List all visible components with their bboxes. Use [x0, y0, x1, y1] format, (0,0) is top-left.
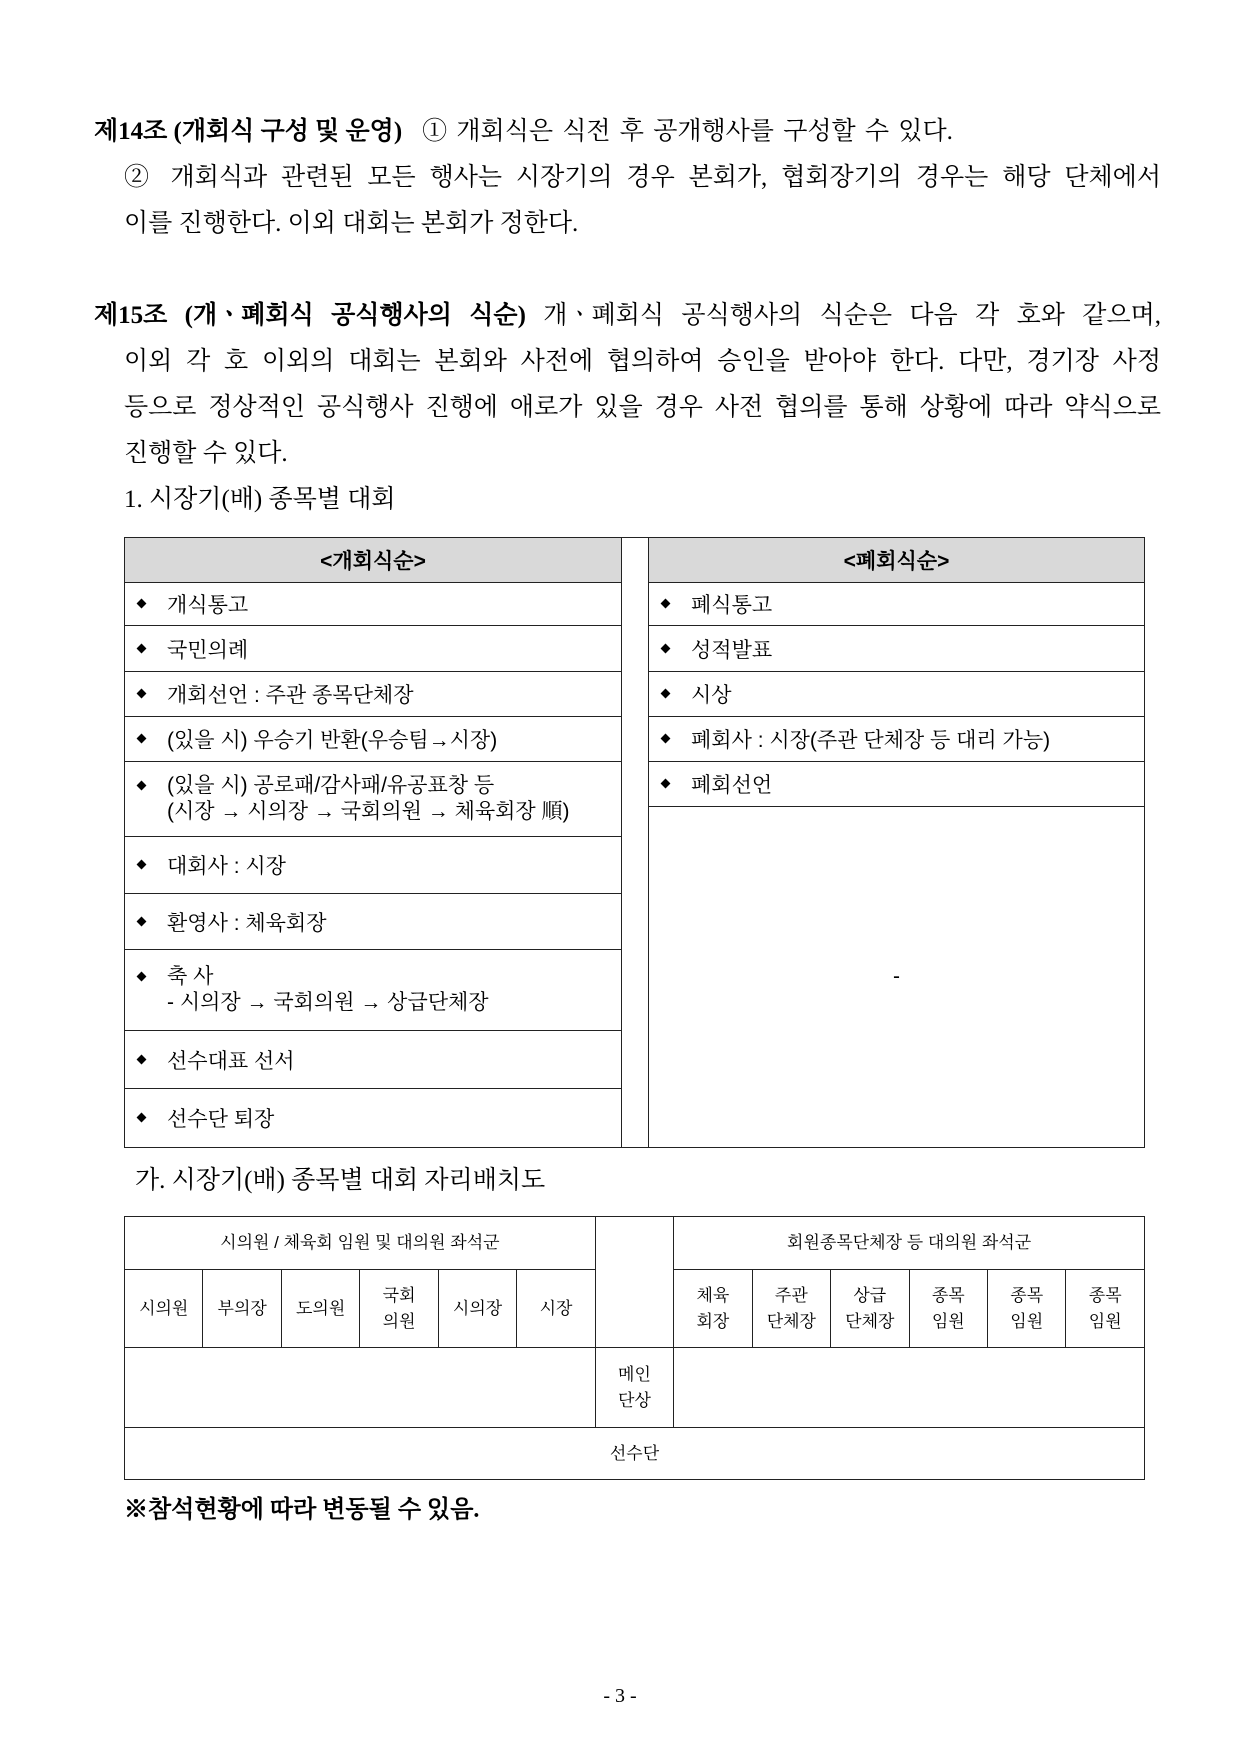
- article-14-title: 제14조 (개회식 구성 및 운영): [94, 118, 403, 145]
- opening-order-line: [137, 964, 489, 990]
- diamond-bullet-icon: [661, 689, 691, 699]
- opening-order-item: [125, 762, 621, 837]
- opening-order-subtext: (시장 → 시의장 → 국회의원 → 체육회장 順): [167, 800, 570, 823]
- opening-order-text: 개회선언 : 주관 종목단체장: [167, 684, 414, 707]
- opening-order-subtext: - 시의장 → 국회의원 → 상급단체장: [167, 991, 489, 1014]
- diamond-bullet-icon: [137, 734, 167, 744]
- article-15-line-4: 진행할 수 있다.: [124, 440, 288, 467]
- opening-order-multiline: [137, 773, 570, 825]
- closing-order-text: 폐회사 : 시장(주관 단체장 등 대리 가능): [691, 729, 1051, 752]
- opening-order-item: [125, 672, 621, 717]
- right-seat-group-label: 회원종목단체장 등 대의원 좌석군: [674, 1217, 1145, 1270]
- seat-cell: 종목 임원: [909, 1270, 987, 1348]
- diamond-bullet-icon: [137, 917, 167, 927]
- diamond-bullet-icon: [137, 1113, 167, 1123]
- left-empty-area: [125, 1348, 596, 1428]
- diamond-bullet-icon: [137, 1055, 167, 1065]
- diamond-bullet-icon: [137, 644, 167, 654]
- article-15-line-1: [94, 293, 1161, 339]
- stage-row: [125, 1348, 1145, 1428]
- opening-order-item: [125, 837, 621, 894]
- diamond-bullet-icon: [661, 734, 691, 744]
- diamond-bullet-icon: [137, 599, 167, 609]
- seat-cell: 종목 임원: [1066, 1270, 1145, 1348]
- closing-order-item: [649, 583, 1144, 626]
- seat-cell: 시의원: [125, 1270, 203, 1348]
- diamond-bullet-icon: [661, 644, 691, 654]
- opening-order-line: [137, 773, 570, 799]
- diamond-bullet-icon: [661, 779, 691, 789]
- article-15-line-2: 이외 각 호 이외의 대회는 본회와 사전에 협의하여 승인을 받아야 한다. 다만, 경기장 사정: [124, 348, 1161, 375]
- article-15-title: 제15조 (개ㆍ폐회식 공식행사의 식순): [94, 302, 526, 329]
- closing-order-text: 폐회선언: [691, 774, 773, 797]
- closing-order-text: 폐식통고: [691, 594, 773, 617]
- seat-cell: 부의장: [203, 1270, 281, 1348]
- closing-order-text: 시상: [691, 684, 732, 707]
- article-14-line-3: 이를 진행한다. 이외 대회는 본회가 정한다.: [124, 210, 579, 237]
- opening-order-text: 선수단 퇴장: [167, 1108, 275, 1131]
- closing-order-item: [649, 626, 1144, 672]
- opening-order-line: [137, 990, 489, 1016]
- diamond-bullet-icon: [137, 860, 167, 870]
- article-15-line-3: 등으로 정상적인 공식행사 진행에 애로가 있을 경우 사전 협의를 통해 상황에 따라 약식으로: [124, 394, 1161, 421]
- seat-cell: 주관 단체장: [752, 1270, 830, 1348]
- seat-cell: 시의장: [438, 1270, 516, 1348]
- athletes-row: [125, 1428, 1145, 1480]
- diamond-bullet-icon: [137, 972, 167, 982]
- left-seat-group-label: 시의원 / 체육회 임원 및 대의원 좌석군: [125, 1217, 596, 1270]
- opening-order-item: [125, 1031, 621, 1089]
- seat-cell: 종목 임원: [987, 1270, 1065, 1348]
- seat-cell: 국회 의원: [360, 1270, 438, 1348]
- article-15-text: 개ㆍ폐회식 공식행사의 식순은 다음 각 호와 같으며,: [543, 302, 1161, 329]
- athletes-area: 선수단: [125, 1428, 1145, 1480]
- page-number: - 3 -: [603, 1685, 637, 1707]
- opening-order-item: [125, 717, 621, 762]
- table-gap-column: [621, 538, 649, 1147]
- diamond-bullet-icon: [661, 599, 691, 609]
- seating-chart-table: [124, 1216, 1145, 1480]
- diamond-bullet-icon: [137, 689, 167, 699]
- opening-order-column: [125, 538, 621, 1147]
- opening-order-text: 대회사 : 시장: [167, 855, 286, 878]
- opening-order-multiline: [137, 964, 489, 1016]
- closing-order-column: [649, 538, 1144, 1147]
- closing-order-empty-cell: -: [893, 965, 900, 988]
- seat-cell: 도의원: [281, 1270, 359, 1348]
- article-14-clause-1: ① 개회식은 식전 후 공개행사를 구성할 수 있다.: [422, 118, 953, 145]
- article-14-line-2: ② 개회식과 관련된 모든 행사는 시장기의 경우 본회가, 협회장기의 경우는 해당 단체에서: [124, 164, 1161, 191]
- opening-order-text: 선수대표 선서: [167, 1049, 295, 1073]
- seat-cell: 상급 단체장: [831, 1270, 909, 1348]
- article-15-item-1: 1. 시장기(배) 종목별 대회: [124, 486, 396, 513]
- main-stage-cell: 메인 단상: [595, 1348, 673, 1428]
- opening-order-text: (있을 시) 공로패/감사패/유공표창 등: [167, 774, 495, 797]
- closing-order-item: [649, 762, 1144, 807]
- attendance-note: ※참석현황에 따라 변동될 수 있음.: [124, 1497, 480, 1523]
- opening-order-text: 축 사: [167, 965, 214, 988]
- right-empty-area: [674, 1348, 1145, 1428]
- opening-order-item: [125, 950, 621, 1031]
- article-14-line-1: [94, 109, 1161, 155]
- opening-order-text: (있을 시) 우승기 반환(우승팀→시장): [167, 729, 498, 752]
- opening-order-item: [125, 1089, 621, 1147]
- diamond-bullet-icon: [137, 781, 167, 791]
- seating-chart-subtitle: 가. 시장기(배) 종목별 대회 자리배치도: [135, 1167, 546, 1194]
- seat-cell: 시장: [517, 1270, 595, 1348]
- seat-cell: 체육 회장: [674, 1270, 752, 1348]
- closing-order-header: <폐회식순>: [649, 538, 1144, 583]
- opening-order-text: 개식통고: [167, 594, 249, 617]
- closing-order-item: [649, 717, 1144, 762]
- seating-group-row: [125, 1217, 1145, 1270]
- opening-order-text: 환영사 : 체육회장: [167, 911, 327, 935]
- opening-order-item: [125, 894, 621, 950]
- opening-order-text: 국민의례: [167, 638, 249, 662]
- center-empty-cell: [595, 1217, 673, 1348]
- opening-order-line: [137, 799, 570, 825]
- opening-order-item: [125, 626, 621, 672]
- opening-order-header: <개회식순>: [125, 538, 621, 583]
- closing-order-text: 성적발표: [691, 638, 773, 662]
- closing-order-item: [649, 672, 1144, 717]
- opening-order-item: [125, 583, 621, 626]
- ceremony-order-table: [124, 537, 1145, 1148]
